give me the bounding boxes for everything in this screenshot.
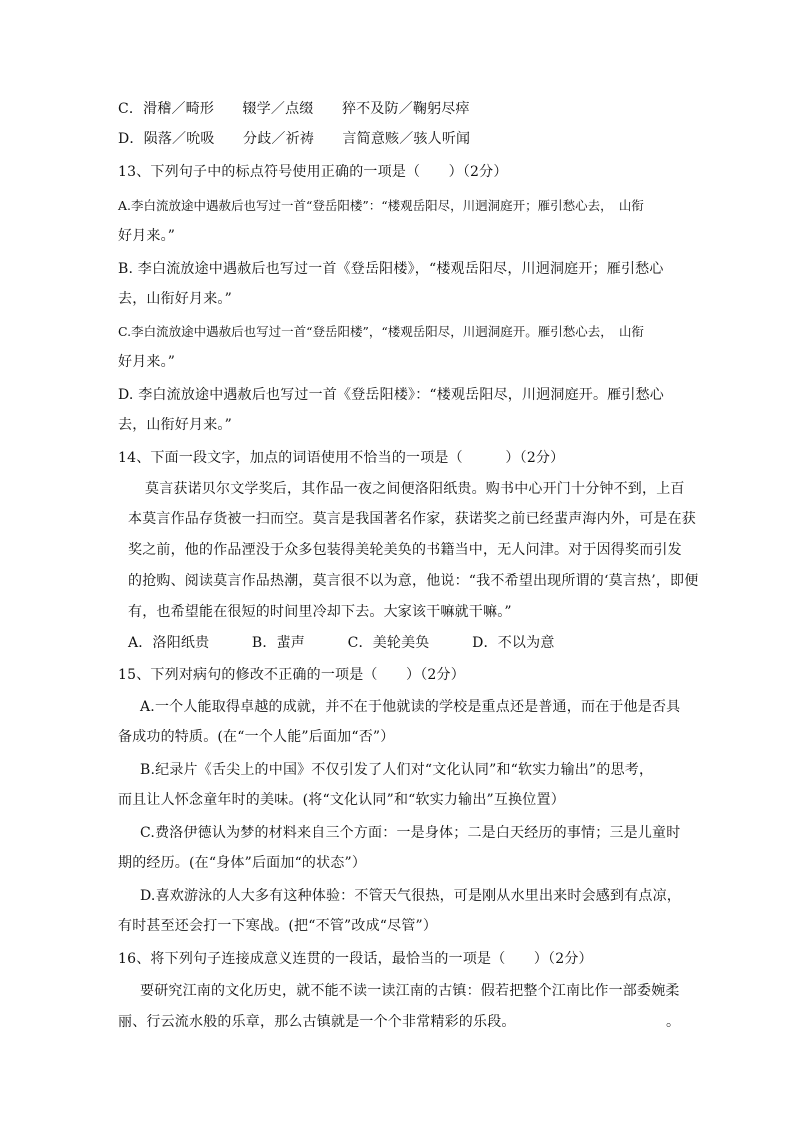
q14-options: A．洛阳纸贵 B．蜚声 C．美轮美奂 D．不以为意 xyxy=(128,635,555,651)
q15-option-b-line1: B.纪录片《舌尖上的中国》不仅引发了人们对“文化认同”和“软实力输出”的思考， xyxy=(140,762,654,778)
q13-option-b-line1: B. 李白流放途中遇赦后也写过一首《登岳阳楼》，“楼观岳阳尽，川迥洞庭开；雁引愁心 xyxy=(118,261,664,277)
q16-trailing-mark: 。 xyxy=(666,1014,681,1030)
option-c-q12: C．滑稽／畸形 辍学／点缀 猝不及防／鞠躬尽瘁 xyxy=(118,101,470,117)
question-14: 14、下面一段文字，加点的词语使用不恰当的一项是（ ）（2分） xyxy=(118,450,565,466)
q13-option-b-line2: 去，山衔好月来。” xyxy=(118,291,232,307)
q13-option-d-line2: 去，山衔好月来。” xyxy=(118,417,232,433)
q15-option-c-line2: 期的经历。(在“身体”后面加“的状态”） xyxy=(118,855,367,871)
question-13: 13、下列句子中的标点符号使用正确的一项是（ ）（2分） xyxy=(118,164,508,180)
q15-option-a-line1: A.一个人能取得卓越的成就，并不在于他就读的学校是重点还是普通，而在于他是否具 xyxy=(140,699,681,715)
question-15: 15、下列对病句的修改不正确的一项是（ ）（2分） xyxy=(118,667,465,683)
q13-option-d-line1: D. 李白流放途中遇赦后也写过一首《登岳阳楼》：“楼观岳阳尽，川迥洞庭开。雁引愁心 xyxy=(118,387,664,403)
q13-option-c-line1: C.李白流放途中遇赦后也写过一首“登岳阳楼”，“楼观岳阳尽，川迥洞庭开。雁引愁心去， 山衔 xyxy=(118,324,645,339)
q14-passage-line3: 奖之前，他的作品湮没于众多包装得美轮美奂的书籍当中，无人问津。对于因得奖而引发 xyxy=(128,542,682,558)
q16-passage-line1: 要研究江南的文化历史，就不能不读一读江南的古镇：假若把整个江南比作一部委婉柔 xyxy=(140,983,680,999)
q15-option-d-line1: D.喜欢游泳的人大多有这种体验：不管天气很热，可是刚从水里出来时会感到有点凉， xyxy=(140,888,681,904)
q15-option-c-line1: C.费洛伊德认为梦的材料来自三个方面：一是身体；二是白天经历的事情；三是儿童时 xyxy=(140,825,681,841)
q13-option-a-line1: A.李白流放途中遇赦后也写过一首“登岳阳楼”：“楼观岳阳尽，川迥洞庭开；雁引愁心去， 山衔 xyxy=(118,198,644,213)
q14-passage-line1: 莫言获诺贝尔文学奖后，其作品一夜之间便洛阳纸贵。购书中心开门十分钟不到，上百 xyxy=(145,481,685,497)
q13-option-c-line2: 好月来。” xyxy=(118,354,176,370)
option-d-q12: D．陨落／吮吸 分歧／祈祷 言简意赅／骇人听闻 xyxy=(118,131,471,147)
q14-passage-line5: 有，也希望能在很短的时间里冷却下去。大家该干嘛就干嘛。” xyxy=(128,604,512,620)
q15-option-d-line2: 有时甚至还会打一下寒战。(把“不管”改成“尽管”） xyxy=(118,918,438,934)
q14-passage-line4: 的抢购、阅读莫言作品热潮，莫言很不以为意，他说：“我不希望出现所谓的‘莫言热’，即便 xyxy=(128,573,699,589)
q14-passage-line2: 本莫言作品存货被一扫而空。莫言是我国著名作家，获诺奖之前已经蜚声海内外，可是在获 xyxy=(128,511,696,527)
q13-option-a-line2: 好月来。” xyxy=(118,228,176,244)
q15-option-b-line2: 而且让人怀念童年时的美味。(将“文化认同”和“软实力输出”互换位置） xyxy=(118,792,565,808)
q16-passage-line2: 丽、行云流水般的乐章，那么古镇就是一个个非常精彩的乐段。 xyxy=(118,1014,516,1030)
q15-option-a-line2: 备成功的特质。(在“一个人能”后面加“否”） xyxy=(118,729,395,745)
question-16: 16、将下列句子连接成意义连贯的一段话，最恰当的一项是（ ）（2分） xyxy=(118,951,593,967)
